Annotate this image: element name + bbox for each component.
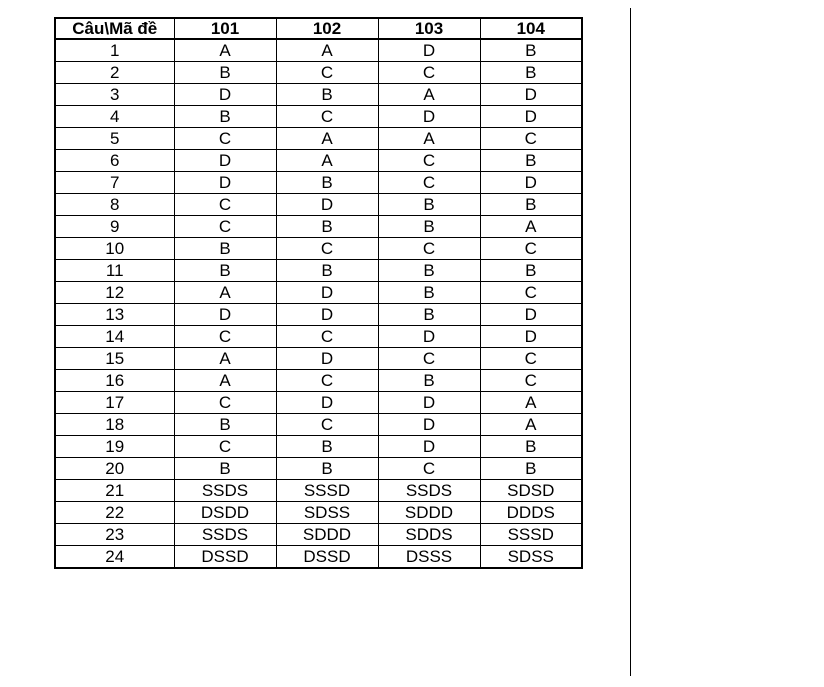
answer-102-cell: C <box>276 106 378 128</box>
answer-102-cell: C <box>276 326 378 348</box>
answer-103-cell: D <box>378 414 480 436</box>
answer-101-cell: B <box>174 414 276 436</box>
answer-103-cell: C <box>378 62 480 84</box>
answer-102-cell: C <box>276 62 378 84</box>
answer-101-cell: C <box>174 194 276 216</box>
answer-104-cell: A <box>480 414 582 436</box>
answer-102-cell: D <box>276 348 378 370</box>
answer-104-cell: D <box>480 326 582 348</box>
answer-104-cell: A <box>480 392 582 414</box>
answer-101-cell: SSDS <box>174 480 276 502</box>
answer-101-cell: B <box>174 62 276 84</box>
answer-101-cell: A <box>174 39 276 62</box>
table-row <box>55 546 582 569</box>
answer-104-cell: SSSD <box>480 524 582 546</box>
answer-104-cell: A <box>480 216 582 238</box>
answer-102-cell: SDDD <box>276 524 378 546</box>
answer-104-cell: C <box>480 282 582 304</box>
answer-101-cell: B <box>174 260 276 282</box>
answer-102-cell: A <box>276 128 378 150</box>
answer-102-cell: B <box>276 172 378 194</box>
table-row <box>55 480 582 502</box>
answer-103-cell: B <box>378 304 480 326</box>
answer-102-cell: B <box>276 436 378 458</box>
table-row <box>55 238 582 260</box>
table-body <box>55 39 582 568</box>
header-code-101: 101 <box>174 18 276 39</box>
question-number-cell: 10 <box>55 238 174 260</box>
answer-102-cell: C <box>276 238 378 260</box>
answer-102-cell: D <box>276 282 378 304</box>
answer-102-cell: D <box>276 304 378 326</box>
question-number-cell: 17 <box>55 392 174 414</box>
question-number-cell: 2 <box>55 62 174 84</box>
answer-103-cell: B <box>378 370 480 392</box>
question-number-cell: 20 <box>55 458 174 480</box>
answer-104-cell: B <box>480 194 582 216</box>
table-row <box>55 106 582 128</box>
question-number-cell: 8 <box>55 194 174 216</box>
table-row <box>55 348 582 370</box>
answer-104-cell: C <box>480 348 582 370</box>
answer-102-cell: B <box>276 84 378 106</box>
question-number-cell: 3 <box>55 84 174 106</box>
question-number-cell: 18 <box>55 414 174 436</box>
question-number-cell: 19 <box>55 436 174 458</box>
question-number-cell: 14 <box>55 326 174 348</box>
answer-101-cell: C <box>174 326 276 348</box>
question-number-cell: 15 <box>55 348 174 370</box>
question-number-cell: 7 <box>55 172 174 194</box>
table-row <box>55 370 582 392</box>
answer-104-cell: B <box>480 436 582 458</box>
table-row <box>55 62 582 84</box>
answer-103-cell: C <box>378 150 480 172</box>
answer-101-cell: A <box>174 370 276 392</box>
answer-key-table <box>54 17 583 569</box>
answer-104-cell: D <box>480 304 582 326</box>
answer-101-cell: D <box>174 304 276 326</box>
answer-103-cell: SDDD <box>378 502 480 524</box>
answer-104-cell: B <box>480 62 582 84</box>
answer-102-cell: D <box>276 392 378 414</box>
page-divider <box>630 8 631 676</box>
answer-102-cell: D <box>276 194 378 216</box>
answer-102-cell: A <box>276 39 378 62</box>
question-number-cell: 24 <box>55 546 174 569</box>
answer-101-cell: B <box>174 458 276 480</box>
question-number-cell: 4 <box>55 106 174 128</box>
table-row <box>55 39 582 62</box>
question-number-cell: 1 <box>55 39 174 62</box>
answer-102-cell: DSSD <box>276 546 378 569</box>
answer-101-cell: DSSD <box>174 546 276 569</box>
table-row <box>55 304 582 326</box>
answer-101-cell: DSDD <box>174 502 276 524</box>
answer-104-cell: B <box>480 150 582 172</box>
answer-104-cell: C <box>480 370 582 392</box>
table-row <box>55 194 582 216</box>
header-row <box>55 18 582 39</box>
table-row <box>55 150 582 172</box>
answer-102-cell: B <box>276 458 378 480</box>
answer-103-cell: D <box>378 392 480 414</box>
answer-101-cell: SSDS <box>174 524 276 546</box>
answer-101-cell: D <box>174 172 276 194</box>
table-row <box>55 524 582 546</box>
header-question-code: Câu\Mã đề <box>55 18 174 39</box>
question-number-cell: 12 <box>55 282 174 304</box>
answer-101-cell: A <box>174 348 276 370</box>
question-number-cell: 21 <box>55 480 174 502</box>
question-number-cell: 6 <box>55 150 174 172</box>
answer-103-cell: SSDS <box>378 480 480 502</box>
answer-103-cell: D <box>378 436 480 458</box>
answer-103-cell: C <box>378 348 480 370</box>
table-row <box>55 282 582 304</box>
question-number-cell: 11 <box>55 260 174 282</box>
question-number-cell: 9 <box>55 216 174 238</box>
question-number-cell: 13 <box>55 304 174 326</box>
table-row <box>55 502 582 524</box>
answer-101-cell: D <box>174 150 276 172</box>
answer-103-cell: B <box>378 216 480 238</box>
answer-102-cell: B <box>276 216 378 238</box>
answer-103-cell: SDDS <box>378 524 480 546</box>
answer-102-cell: B <box>276 260 378 282</box>
table-row <box>55 458 582 480</box>
answer-104-cell: D <box>480 106 582 128</box>
answer-103-cell: B <box>378 260 480 282</box>
question-number-cell: 23 <box>55 524 174 546</box>
answer-102-cell: C <box>276 370 378 392</box>
answer-101-cell: C <box>174 392 276 414</box>
header-code-103: 103 <box>378 18 480 39</box>
answer-103-cell: C <box>378 172 480 194</box>
answer-103-cell: DSSS <box>378 546 480 569</box>
table-row <box>55 392 582 414</box>
answer-104-cell: B <box>480 260 582 282</box>
table-row <box>55 260 582 282</box>
table-row <box>55 414 582 436</box>
answer-104-cell: D <box>480 84 582 106</box>
table-row <box>55 128 582 150</box>
answer-104-cell: B <box>480 458 582 480</box>
question-number-cell: 22 <box>55 502 174 524</box>
answer-103-cell: D <box>378 326 480 348</box>
answer-103-cell: B <box>378 282 480 304</box>
answer-104-cell: C <box>480 238 582 260</box>
answer-103-cell: A <box>378 128 480 150</box>
answer-103-cell: D <box>378 106 480 128</box>
answer-104-cell: C <box>480 128 582 150</box>
answer-103-cell: D <box>378 39 480 62</box>
table-row <box>55 216 582 238</box>
answer-103-cell: A <box>378 84 480 106</box>
answer-101-cell: B <box>174 238 276 260</box>
table-row <box>55 436 582 458</box>
header-code-104: 104 <box>480 18 582 39</box>
answer-101-cell: D <box>174 84 276 106</box>
answer-101-cell: C <box>174 128 276 150</box>
header-code-102: 102 <box>276 18 378 39</box>
question-number-cell: 16 <box>55 370 174 392</box>
answer-102-cell: SSSD <box>276 480 378 502</box>
answer-104-cell: D <box>480 172 582 194</box>
answer-102-cell: C <box>276 414 378 436</box>
question-number-cell: 5 <box>55 128 174 150</box>
answer-103-cell: C <box>378 238 480 260</box>
answer-103-cell: C <box>378 458 480 480</box>
answer-101-cell: C <box>174 216 276 238</box>
table-row <box>55 326 582 348</box>
answer-103-cell: B <box>378 194 480 216</box>
table-row <box>55 84 582 106</box>
answer-104-cell: B <box>480 39 582 62</box>
answer-104-cell: SDSS <box>480 546 582 569</box>
answer-104-cell: DDDS <box>480 502 582 524</box>
answer-102-cell: SDSS <box>276 502 378 524</box>
answer-101-cell: B <box>174 106 276 128</box>
answer-101-cell: A <box>174 282 276 304</box>
answer-102-cell: A <box>276 150 378 172</box>
answer-101-cell: C <box>174 436 276 458</box>
answer-104-cell: SDSD <box>480 480 582 502</box>
table-row <box>55 172 582 194</box>
